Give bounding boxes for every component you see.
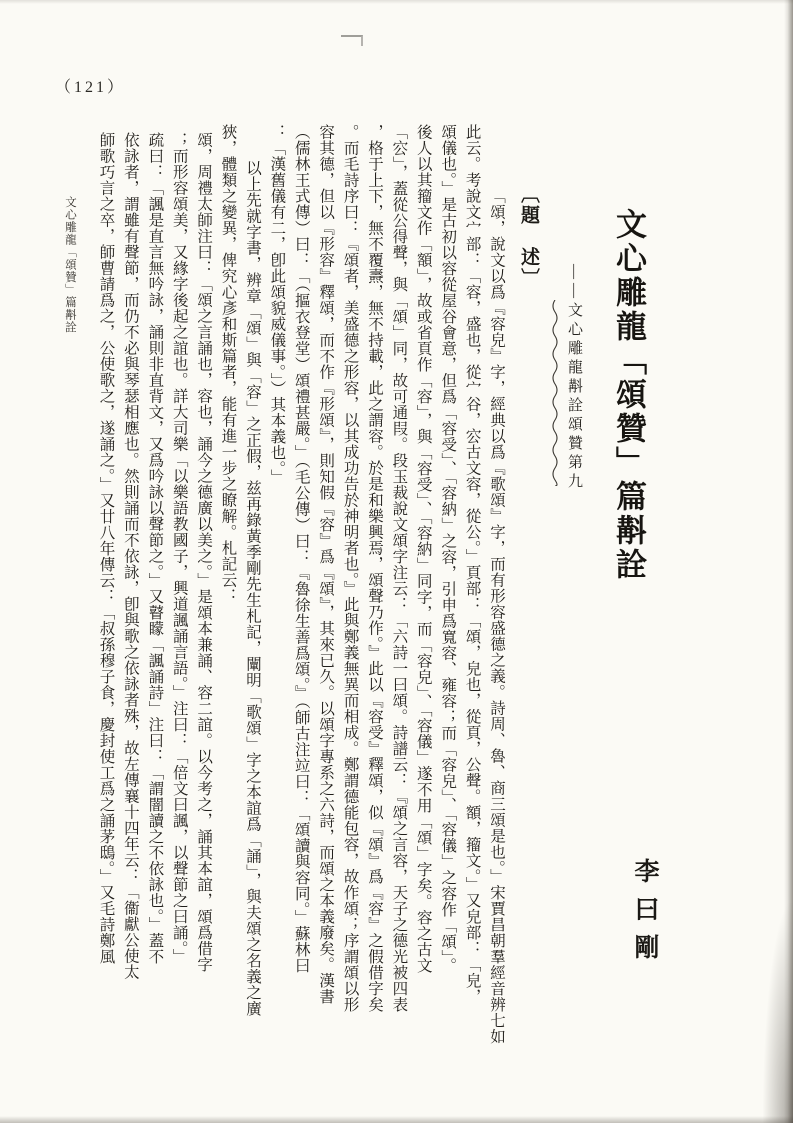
page-number-top: （121）: [55, 79, 127, 96]
text-column: 。而毛詩序曰：『頌者，美盛德之形容，以其成功告於神明者也。』此與鄭義無異而相成。鄭謂德能包容，故作頌；序謂頌以形: [341, 124, 359, 1013]
section-header: 〔題 述〕: [518, 184, 539, 289]
text-column-quote: 依詠者，謂雖有聲節，而仍不必與琴瑟相應也。然則誦而不依詠，卽與歌之依詠者殊，故左傳襄十四年云：「衞獻公使太: [121, 132, 139, 980]
text-column: ，格于上下，無不覆燾，無不持載，此之謂容。於是和樂興焉，頌聲乃作。』此以『容受』釋頌，似『頌』爲『容』之假借字矣: [365, 124, 383, 1013]
subtitle-dash: ——: [566, 264, 582, 302]
text-column: 「頌，說文以爲『容皃』字，經典以爲『歌頌』字，而有形容盛德之義。詩周、魯、商三頌是也。」宋賈昌朝羣經音辨七如: [488, 188, 505, 1045]
text-column-quote: 頌，周禮太師注曰：「頌之言誦也，容也，誦今之德廣以美之。」是頌本兼誦、容二誼。以今考之，誦其本誼，頌爲借字: [195, 132, 213, 973]
author-name: 李曰剛: [631, 858, 658, 972]
scan-corner-shadow: [763, 903, 793, 1123]
page-subtitle: [564, 264, 585, 492]
book-title-wavy-mark: [551, 300, 559, 486]
running-title: 文心雕龍「頌贊」篇斠詮: [64, 196, 76, 334]
text-column: 此云。考說文宀部：「容，盛也，從宀谷，㝐古文容，從公。」頁部：「頌，皃也，從頁，公聲。額，籀文。」又皃部：「皃，: [463, 124, 481, 1005]
scan-artifact-top: [341, 35, 363, 46]
body-text: [84, 124, 508, 1056]
text-column: 「㝐」，蓋從公得聲，與「頌」同，故可通叚。段玉裁說文頌字注云：「六詩一曰頌。詩譜云：『頌之言容，天子之德光被四表: [390, 124, 408, 1013]
scan-edge-top: [0, 0, 793, 4]
subtitle-text: 文心雕龍斠詮頌贊第九: [566, 302, 582, 492]
scan-edge-bottom: [0, 1116, 793, 1123]
text-column: 容其德，但以『形容』釋頌，而不作『形頌』，則知假『容』爲『頌』，其來已久。以頌字專系之六詩，而頌之本義廢矣。漢書: [317, 124, 335, 1005]
text-column: ：「漢舊儀有二，卽此頌貌威儀事。」）其本義也。」: [268, 124, 286, 485]
text-column: 狹，體類之變異，俾究心彥和斯篇者，能有進一步之瞭解。札記云：: [219, 124, 237, 604]
text-column: 頌儀也。」是古初以容從屋谷會意，但爲「容受」、「容納」之容，引申爲寬容、雍容；而「容皃」、「容儀」之容作「頌」。: [439, 124, 457, 974]
page-title: 文心雕龍「頌贊」篇斠詮: [611, 208, 646, 582]
text-column-quote: 疏曰：「諷是直言無吟詠，誦則非直背文，又爲吟詠以聲節之。」又瞽矇「諷誦詩」注曰：「謂闇讀之不依詠也。」蓋不: [146, 132, 164, 965]
text-column: 以上先就字書，辨章「頌」與「容」之正假，兹再錄黃季剛先生札記，闡明「歌頌」字之本誼爲「誦」，與夫頌之名義之廣: [243, 160, 261, 1017]
text-column: （儒林王式傳）曰：「（摳衣登堂）頌禮甚嚴。」（毛公傳）曰：『魯徐生善爲頌。』（師古注竝曰：「頌讀與容同。」蘇林曰: [292, 124, 310, 974]
text-column: 後人以其籀文作「額」，故或省頁作「容」，與「容受」、「容納」同字，而「容皃」、「容儀」遂不用「頌」字矣。容之古文: [414, 124, 432, 974]
text-column-quote: 師歌巧言之卒，師曹請爲之，公使歌之，遂誦之。」又廿八年傳云：「叔孫穆子食，慶封使工爲之誦茅鴟。」又毛詩鄭風: [97, 132, 115, 965]
text-column-quote: ；而形容頌美，又緣字後起之誼也。詳大司樂「以樂語教國子，興道諷誦言語。」注曰：「倍文曰諷，以聲節之曰誦。」: [170, 132, 188, 965]
